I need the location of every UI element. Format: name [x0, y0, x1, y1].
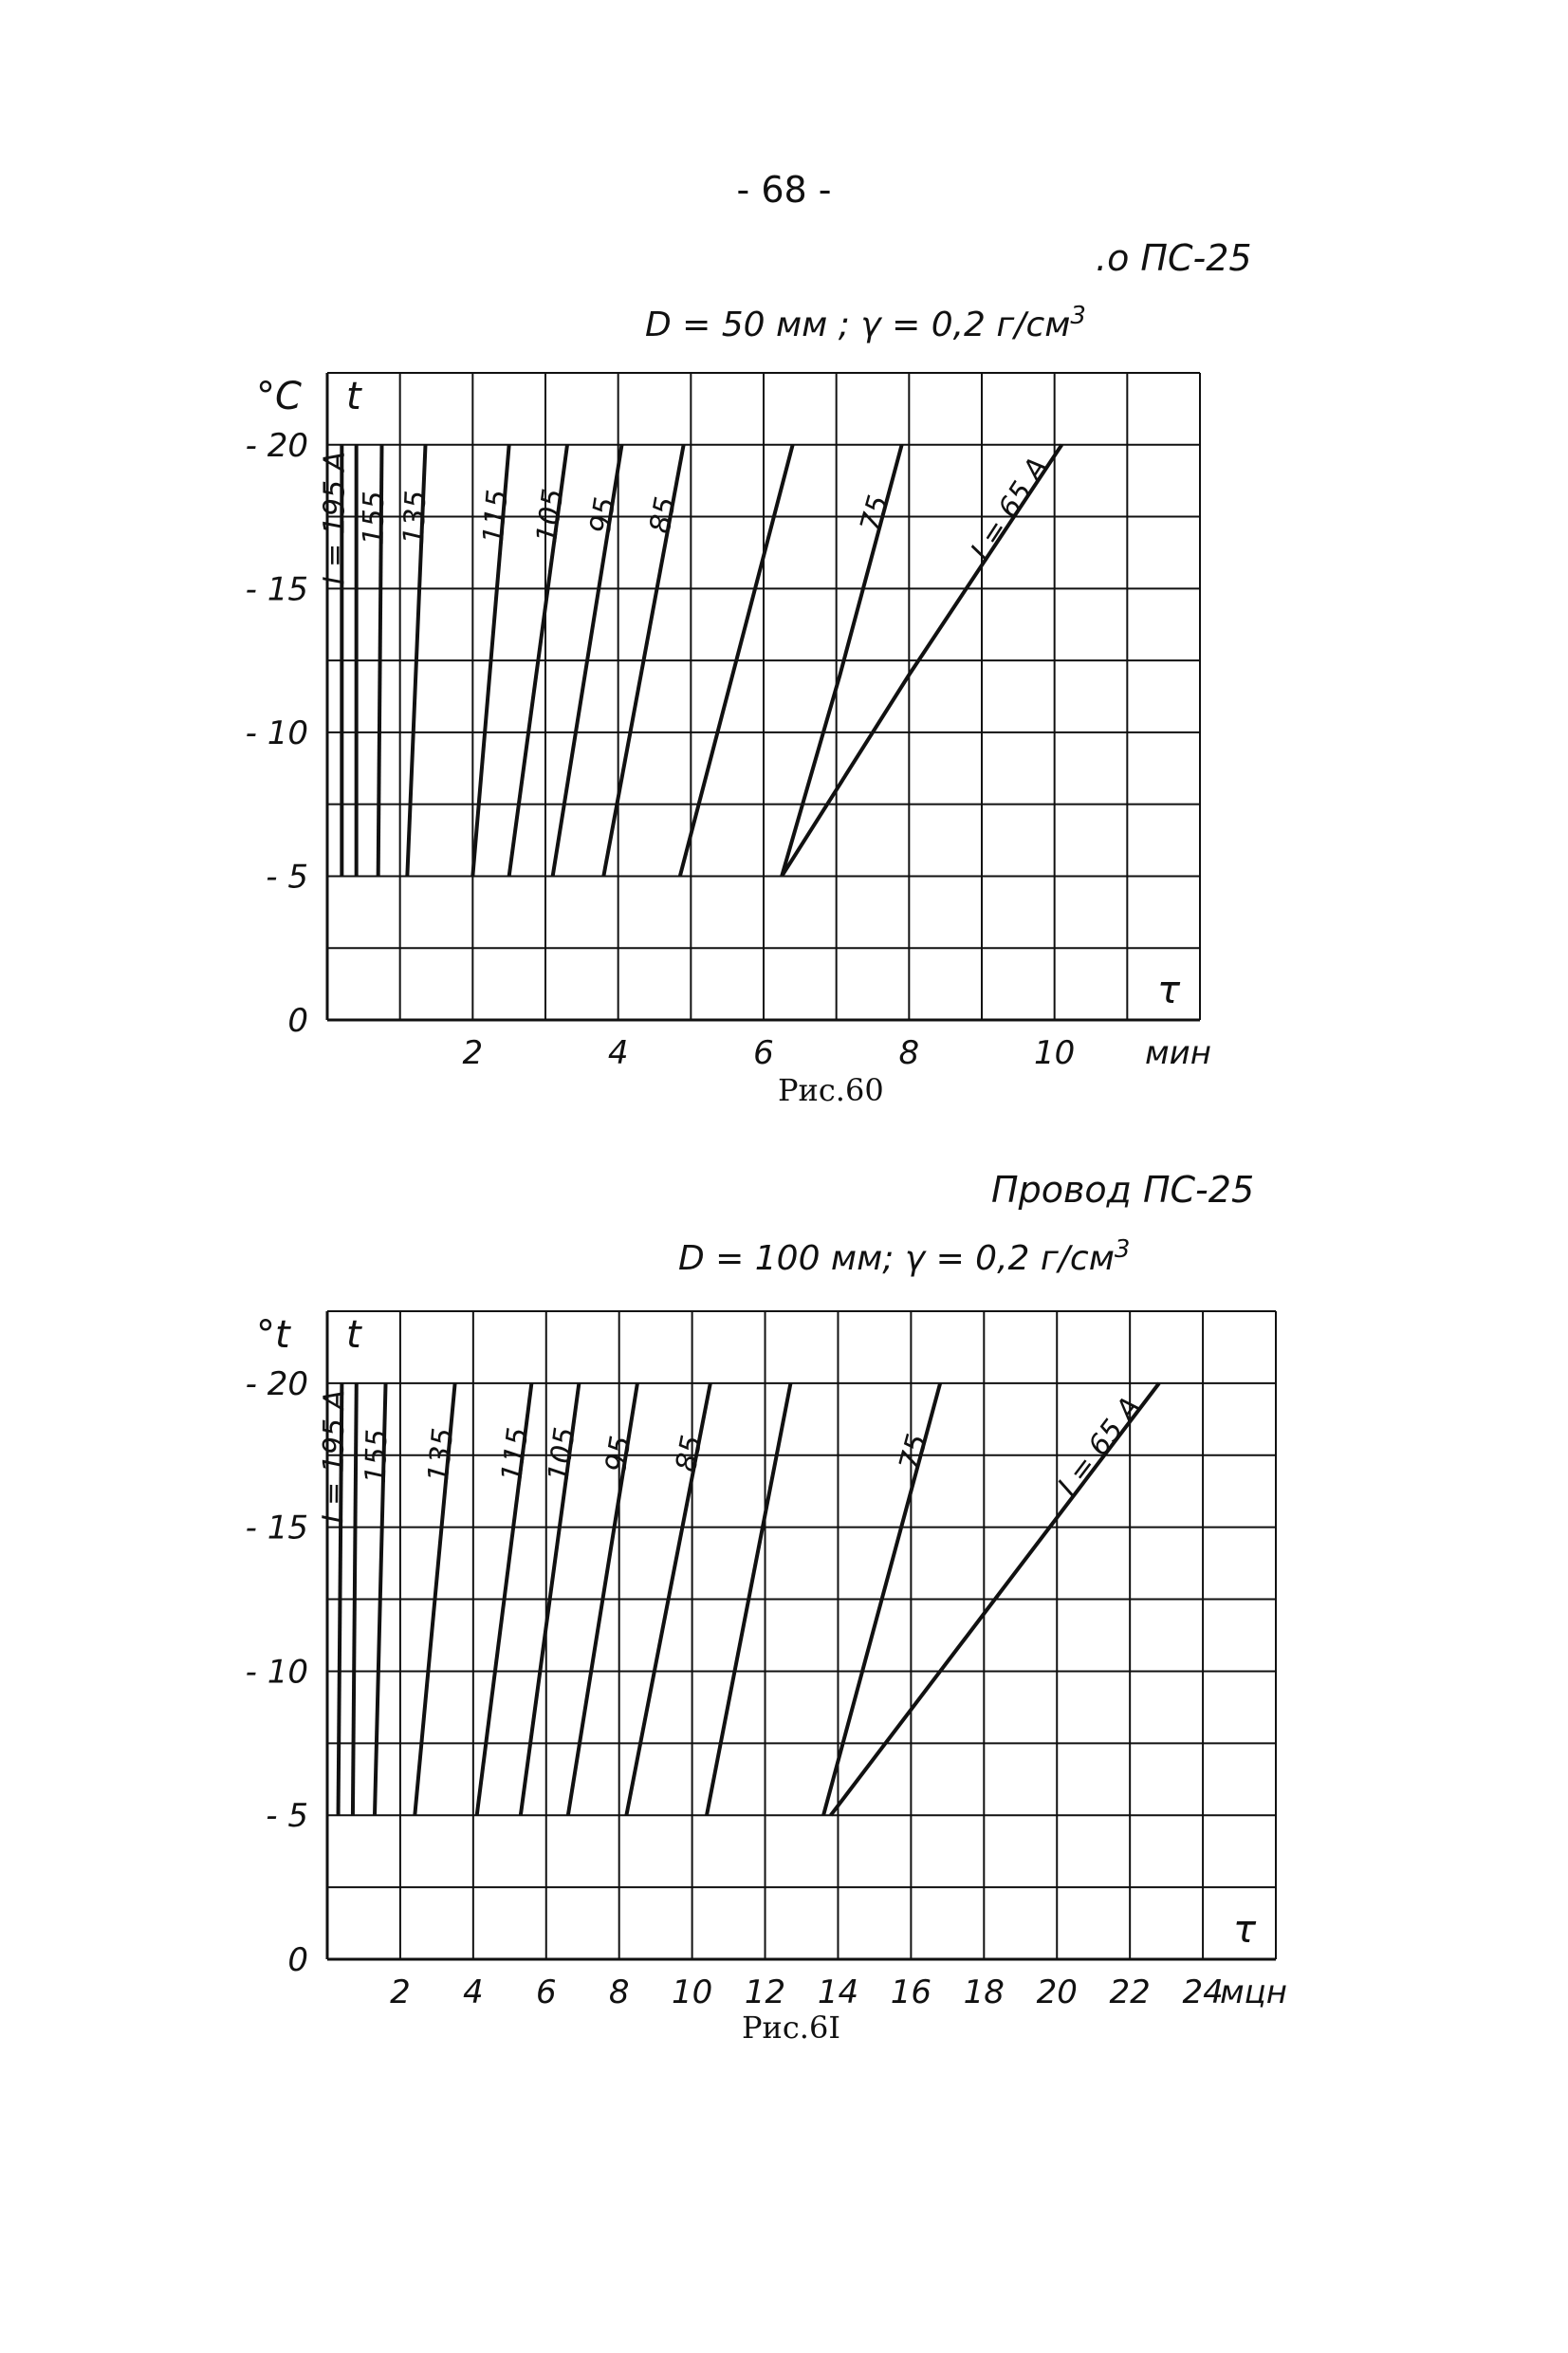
series-label: 115	[476, 488, 515, 546]
caption-2: Рис.6I	[742, 2010, 840, 2046]
y-tick-label: - 10	[245, 1653, 308, 1692]
y-tick-label: - 5	[266, 858, 308, 897]
x-tick-label: 12	[744, 1973, 786, 2011]
params-text-1: D = 50 мм ; γ = 0,2 г/см	[645, 306, 1071, 344]
x-tick-label: 22	[1109, 1973, 1151, 2011]
series-label: 155	[359, 1428, 395, 1484]
y-tick-label: - 10	[245, 713, 308, 752]
series-label: 75	[854, 491, 896, 536]
x-unit-label: мин	[1145, 1034, 1211, 1072]
y-tick-label: - 20	[245, 1364, 308, 1403]
series-label: I = 65 A	[1051, 1390, 1148, 1503]
series-label: 85	[669, 1432, 710, 1475]
series-label: 135	[397, 489, 434, 546]
x-tick-label: 20	[1036, 1973, 1078, 2011]
x-tick-label: 4	[607, 1034, 629, 1072]
series-label: 95	[583, 494, 623, 536]
y-tick-label: - 15	[245, 1509, 308, 1547]
x-tick-label: 10	[1034, 1034, 1076, 1072]
x-tick-label: 16	[890, 1973, 932, 2011]
x-tick-label: 8	[608, 1973, 630, 2011]
y-tick-label: 0	[287, 1941, 308, 1979]
series-label: I = 65 A	[964, 452, 1056, 566]
y-tick-label: - 15	[245, 570, 308, 609]
x-tick-label: 2	[390, 1973, 411, 2011]
y-unit-label: °t	[256, 1313, 290, 1357]
series-label: I = 195 A	[317, 1389, 352, 1524]
x-tick-label: 2	[462, 1034, 484, 1072]
series-label: 115	[495, 1425, 536, 1484]
params-sup-2: 3	[1114, 1235, 1131, 1264]
x-tick-label: 6	[535, 1973, 557, 2011]
params-label-2	[678, 1235, 1130, 1278]
caption-1: Рис.60	[778, 1072, 884, 1108]
y-symbol-label: t	[346, 375, 361, 418]
x-tick-label: 6	[753, 1034, 774, 1072]
series-label: I = 195 A	[318, 451, 352, 585]
wire-label-1: .о ПС-25	[1096, 237, 1252, 279]
series-label: 155	[357, 491, 392, 546]
series-label: 85	[643, 493, 683, 536]
params-sup-1: 3	[1070, 302, 1086, 330]
series-label: 105	[542, 1425, 582, 1484]
y-tick-label: 0	[287, 1002, 308, 1040]
chart-1	[246, 373, 1211, 1072]
series-label: 95	[599, 1433, 638, 1475]
x-symbol-label: τ	[1157, 969, 1181, 1012]
y-tick-label: - 20	[245, 426, 308, 465]
series-label: 75	[893, 1430, 935, 1474]
x-tick-label: 8	[898, 1034, 920, 1072]
y-tick-label: - 5	[266, 1797, 308, 1836]
x-symbol-label: τ	[1233, 1908, 1257, 1952]
chart-2	[246, 1311, 1287, 2011]
x-tick-label: 18	[963, 1973, 1005, 2011]
y-symbol-label: t	[346, 1313, 361, 1357]
page-number: - 68 -	[736, 169, 832, 211]
x-tick-label: 24	[1182, 1973, 1224, 2011]
params-text-2: D = 100 мм; γ = 0,2 г/см	[678, 1239, 1115, 1278]
wire-label-2: Провод ПС-25	[991, 1169, 1255, 1211]
x-tick-label: 14	[817, 1973, 859, 2011]
series-line	[353, 1383, 357, 1815]
series-label: 105	[530, 487, 571, 546]
series-label: 135	[421, 1426, 461, 1484]
y-unit-label: °C	[256, 375, 302, 418]
x-unit-label: мцн	[1219, 1973, 1287, 2011]
x-tick-label: 10	[671, 1973, 713, 2011]
x-tick-label: 4	[463, 1973, 484, 2011]
